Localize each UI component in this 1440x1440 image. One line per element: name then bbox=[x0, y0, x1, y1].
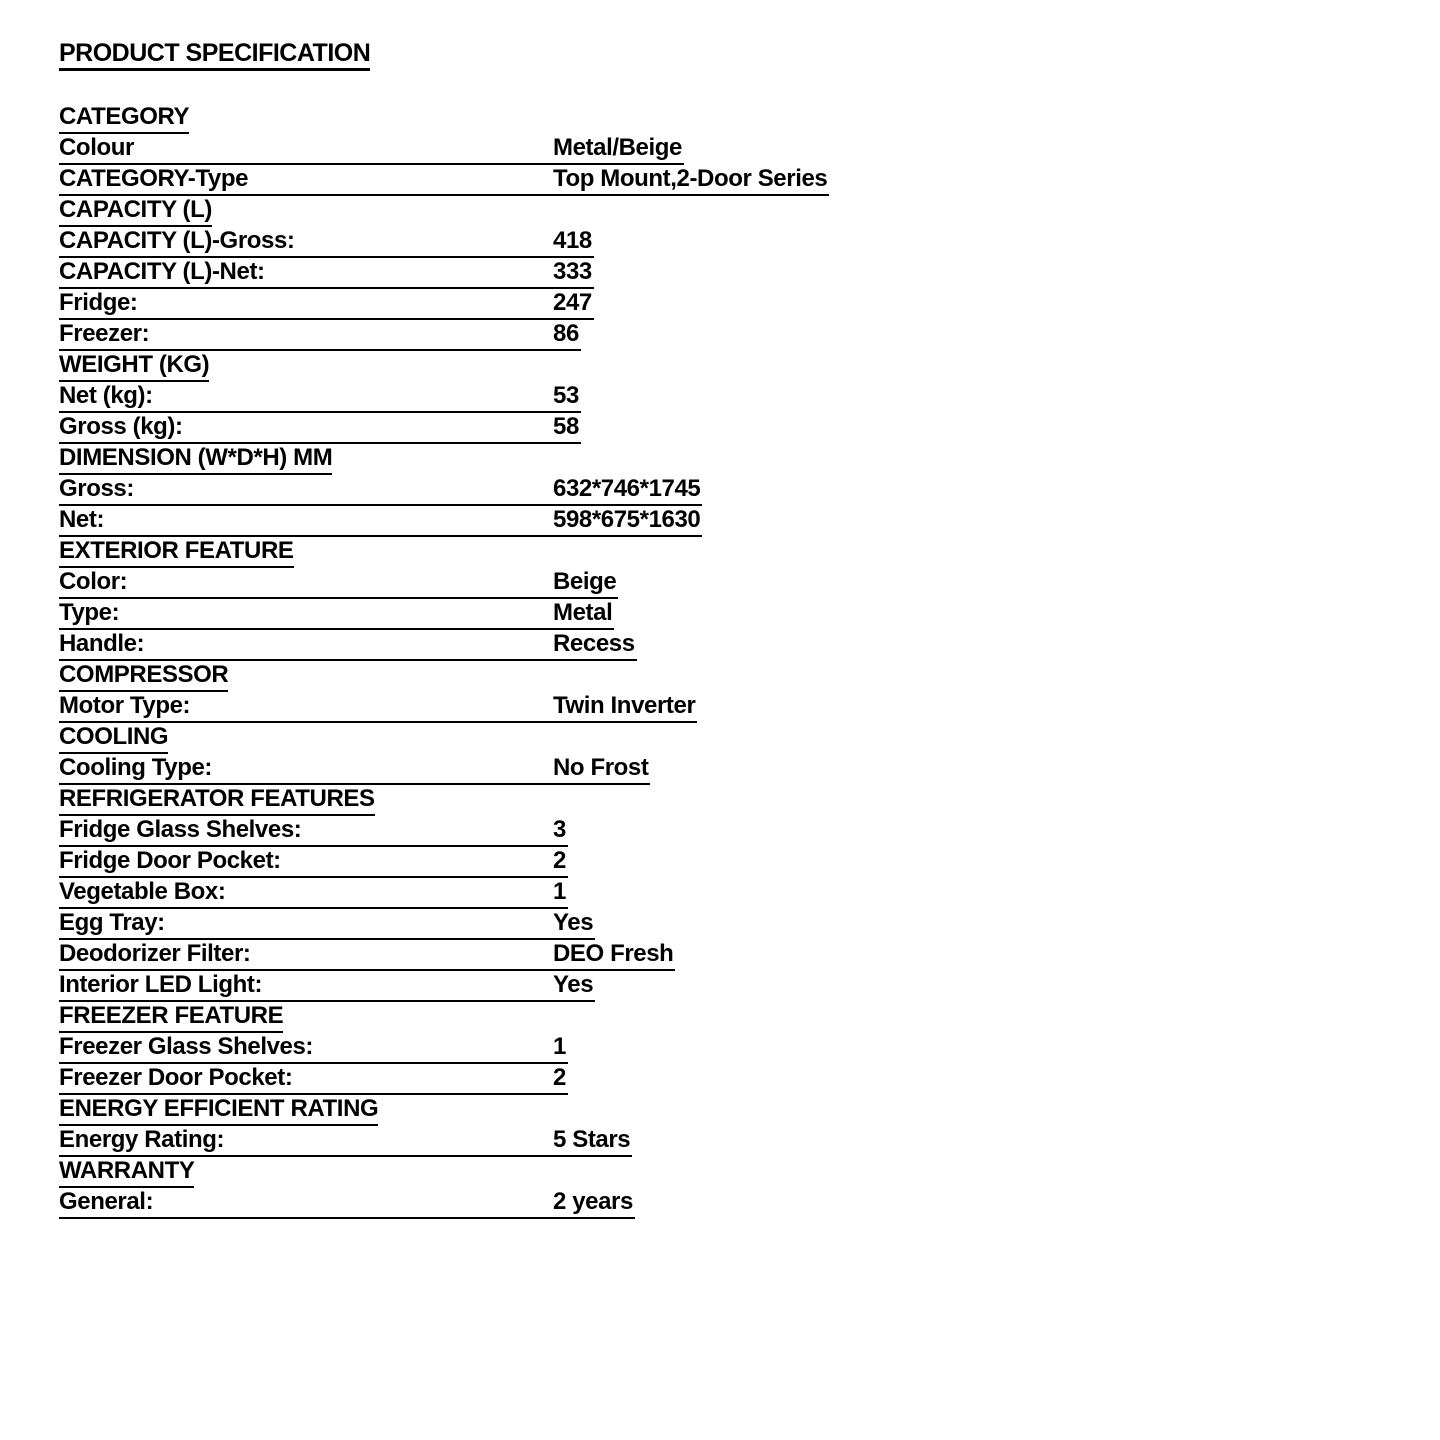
spec-row-label: Fridge: bbox=[59, 289, 138, 316]
spec-section-header: WARRANTY bbox=[59, 1157, 194, 1188]
spec-table bbox=[59, 103, 1389, 1219]
spec-row-value: Recess bbox=[553, 630, 635, 657]
spec-row-value: Twin Inverter bbox=[553, 692, 696, 719]
spec-row bbox=[59, 971, 595, 1002]
spec-row-value: 53 bbox=[553, 382, 579, 409]
spec-row-label: Interior LED Light: bbox=[59, 971, 263, 998]
spec-row bbox=[59, 1033, 568, 1064]
spec-section-header: WEIGHT (KG) bbox=[59, 351, 209, 382]
spec-section-header: EXTERIOR FEATURE bbox=[59, 537, 294, 568]
spec-section-header: ENERGY EFFICIENT RATING bbox=[59, 1095, 378, 1126]
spec-row-value: Metal bbox=[553, 599, 613, 626]
spec-row-value: No Frost bbox=[553, 754, 649, 781]
spec-row-label: CAPACITY (L)-Net: bbox=[59, 258, 265, 285]
spec-row-value: 58 bbox=[553, 413, 579, 440]
spec-row-label: Gross (kg): bbox=[59, 413, 183, 440]
spec-row-value: Top Mount,2-Door Series bbox=[553, 165, 828, 192]
spec-row-label: Freezer Glass Shelves: bbox=[59, 1033, 314, 1060]
spec-section-header: REFRIGERATOR FEATURES bbox=[59, 785, 375, 816]
spec-row-label: CATEGORY-Type bbox=[59, 165, 249, 192]
spec-row-label: Gross: bbox=[59, 475, 134, 502]
spec-row-value: 598*675*1630 bbox=[553, 506, 701, 533]
spec-row bbox=[59, 413, 581, 444]
spec-row bbox=[59, 382, 581, 413]
spec-row-label: Color: bbox=[59, 568, 128, 595]
spec-section-header: FREEZER FEATURE bbox=[59, 1002, 283, 1033]
spec-row-value: Yes bbox=[553, 971, 594, 998]
page-title: PRODUCT SPECIFICATION bbox=[59, 40, 370, 71]
spec-row-label: Fridge Door Pocket: bbox=[59, 847, 281, 874]
spec-section-header: DIMENSION (W*D*H) MM bbox=[59, 444, 332, 475]
spec-row-label: Cooling Type: bbox=[59, 754, 213, 781]
spec-row bbox=[59, 878, 568, 909]
spec-row-value: 247 bbox=[553, 289, 592, 316]
spec-row-label: General: bbox=[59, 1188, 154, 1215]
spec-row-value: 3 bbox=[553, 816, 566, 843]
spec-row bbox=[59, 754, 650, 785]
spec-row bbox=[59, 1064, 568, 1095]
spec-row-label: Type: bbox=[59, 599, 120, 626]
spec-row-value: 2 bbox=[553, 1064, 566, 1091]
spec-row-label: Net (kg): bbox=[59, 382, 153, 409]
spec-row bbox=[59, 506, 702, 537]
spec-row-value: 418 bbox=[553, 227, 592, 254]
spec-row-label: CAPACITY (L)-Gross: bbox=[59, 227, 295, 254]
spec-row bbox=[59, 134, 684, 165]
spec-row bbox=[59, 940, 675, 971]
spec-section-header: COMPRESSOR bbox=[59, 661, 228, 692]
spec-section-header: CAPACITY (L) bbox=[59, 196, 212, 227]
spec-row bbox=[59, 816, 568, 847]
spec-row bbox=[59, 165, 829, 196]
spec-row-value: 86 bbox=[553, 320, 579, 347]
spec-row-label: Net: bbox=[59, 506, 105, 533]
spec-row-value: 333 bbox=[553, 258, 592, 285]
spec-row-label: Vegetable Box: bbox=[59, 878, 226, 905]
spec-row-label: Deodorizer Filter: bbox=[59, 940, 251, 967]
spec-row bbox=[59, 1126, 632, 1157]
spec-row bbox=[59, 847, 568, 878]
spec-row-value: Yes bbox=[553, 909, 594, 936]
spec-row-label: Handle: bbox=[59, 630, 145, 657]
spec-row-value: 1 bbox=[553, 1033, 566, 1060]
spec-row-value: 2 years bbox=[553, 1188, 633, 1215]
spec-row-label: Motor Type: bbox=[59, 692, 191, 719]
spec-row-label: Energy Rating: bbox=[59, 1126, 225, 1153]
spec-row bbox=[59, 692, 697, 723]
spec-row bbox=[59, 1188, 635, 1219]
spec-row-label: Egg Tray: bbox=[59, 909, 165, 936]
spec-row-value: 2 bbox=[553, 847, 566, 874]
spec-row-value: 5 Stars bbox=[553, 1126, 631, 1153]
spec-row-value: DEO Fresh bbox=[553, 940, 674, 967]
spec-row bbox=[59, 289, 594, 320]
spec-row-value: 1 bbox=[553, 878, 566, 905]
spec-row bbox=[59, 258, 594, 289]
spec-row bbox=[59, 568, 618, 599]
spec-row bbox=[59, 227, 594, 258]
spec-row bbox=[59, 475, 702, 506]
spec-row-label: Colour bbox=[59, 134, 134, 161]
spec-section-header: COOLING bbox=[59, 723, 168, 754]
spec-row-value: Beige bbox=[553, 568, 617, 595]
spec-row-label: Freezer: bbox=[59, 320, 150, 347]
spec-row-value: 632*746*1745 bbox=[553, 475, 701, 502]
spec-row bbox=[59, 320, 581, 351]
spec-row bbox=[59, 630, 637, 661]
spec-row-label: Fridge Glass Shelves: bbox=[59, 816, 302, 843]
spec-row bbox=[59, 909, 595, 940]
spec-row bbox=[59, 599, 614, 630]
spec-row-label: Freezer Door Pocket: bbox=[59, 1064, 293, 1091]
spec-section-header: CATEGORY bbox=[59, 103, 189, 134]
spec-row-value: Metal/Beige bbox=[553, 134, 682, 161]
